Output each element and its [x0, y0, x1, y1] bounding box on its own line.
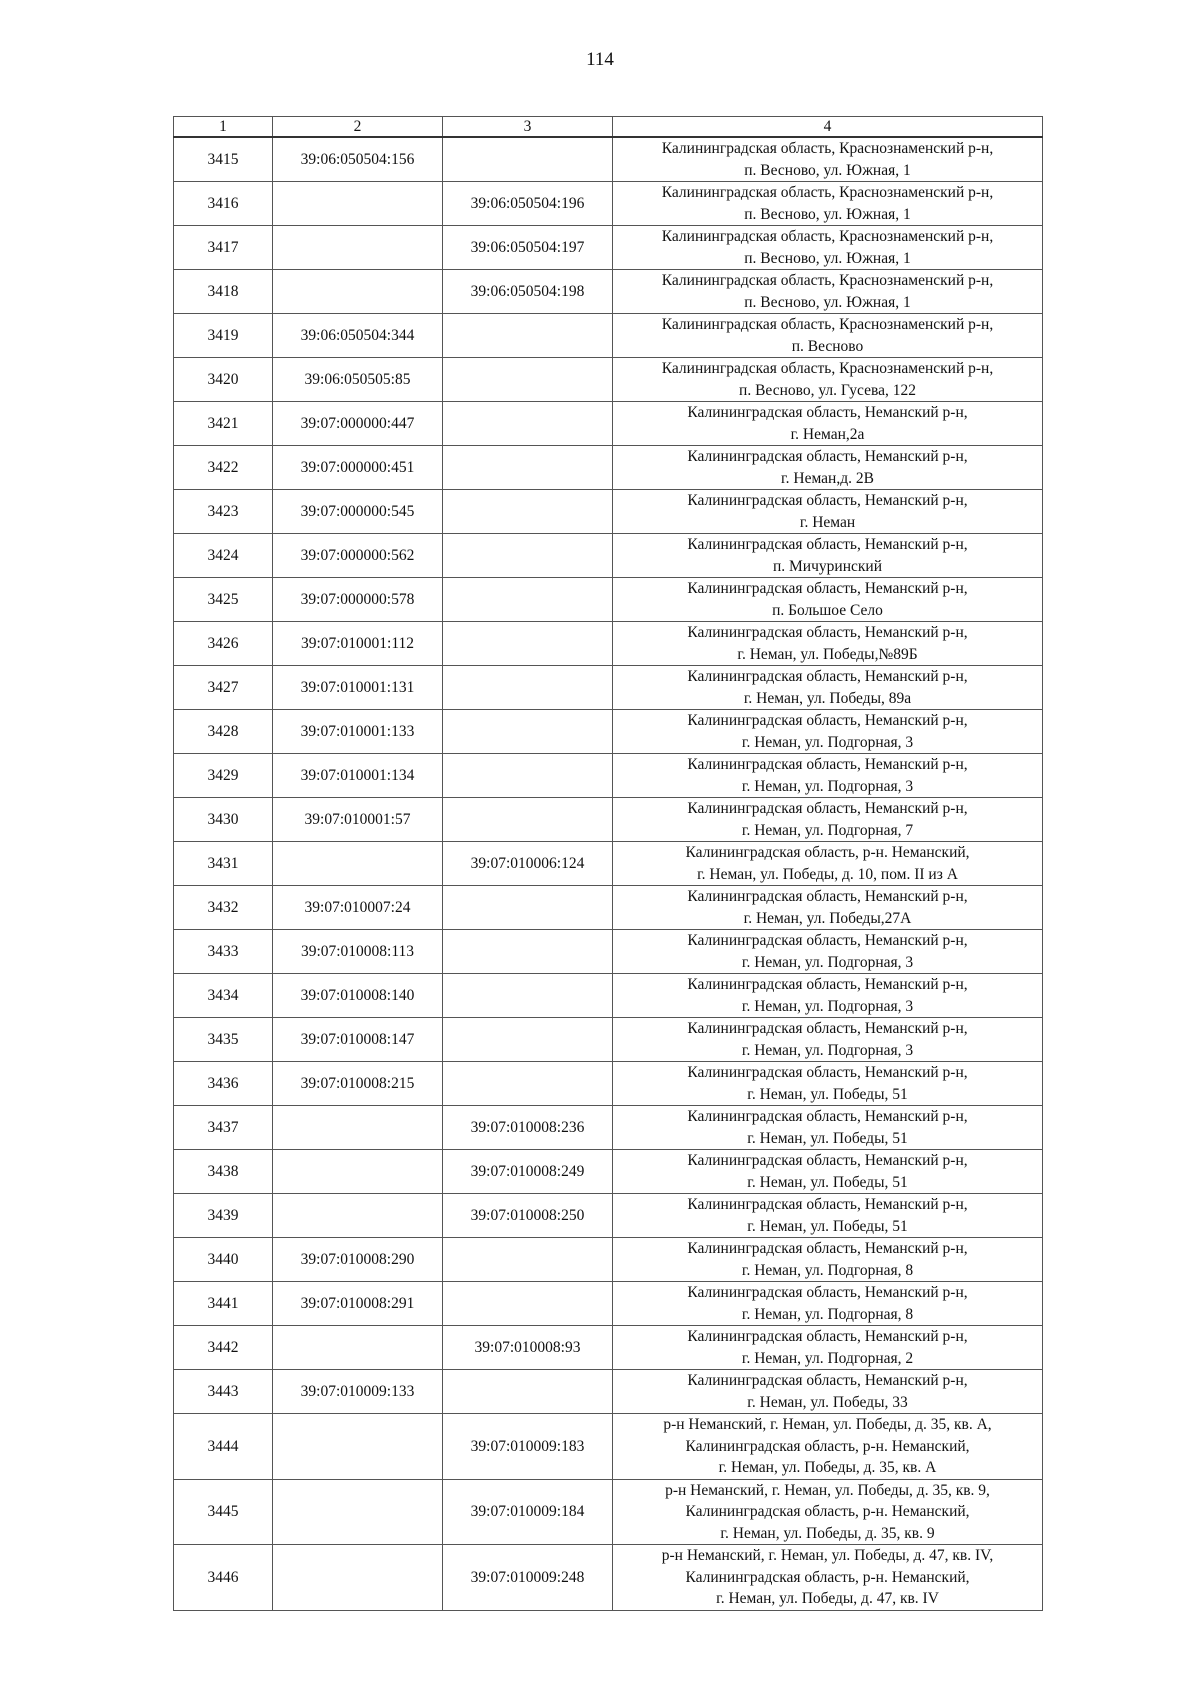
row-number-cell: 3422: [174, 446, 273, 490]
address-line: р-н Неманский, г. Неман, ул. Победы, д. 47, кв. IV,: [661, 1547, 994, 1564]
table-row: [174, 137, 1043, 182]
table-row: [174, 886, 1043, 930]
address-cell: [613, 842, 1043, 886]
cadastral-number-alt-cell: [443, 798, 613, 842]
address-line: Калининградская область, Неманский р-н,: [687, 536, 968, 553]
table-row: [174, 1062, 1043, 1106]
table-row: [174, 1018, 1043, 1062]
header-col-3: 3: [443, 117, 613, 138]
row-number-cell: 3445: [174, 1479, 273, 1545]
address-line: г. Неман, ул. Победы, 51: [747, 1129, 908, 1147]
row-number-cell: 3418: [174, 270, 273, 314]
address-line: р-н Неманский, г. Неман, ул. Победы, д. 35, кв. А,: [663, 1416, 992, 1433]
address-line: п. Весново, ул. Южная, 1: [744, 205, 911, 223]
address-cell: [613, 1062, 1043, 1106]
row-number-cell: 3437: [174, 1106, 273, 1150]
address-line: г. Неман, ул. Подгорная, 3: [741, 953, 914, 971]
address-line: г. Неман, ул. Подгорная, 3: [741, 1041, 914, 1059]
row-number-cell: 3417: [174, 226, 273, 270]
cadastral-number-cell: 39:07:010008:291: [273, 1282, 443, 1326]
cadastral-number-alt-cell: [443, 358, 613, 402]
address-line: г. Неман, ул. Подгорная, 3: [741, 733, 914, 751]
cadastral-number-cell: 39:07:010008:140: [273, 974, 443, 1018]
cadastral-number-alt-cell: [443, 666, 613, 710]
cadastral-number-cell: 39:07:000000:562: [273, 534, 443, 578]
cadastral-number-cell: 39:07:010007:24: [273, 886, 443, 930]
address-line: г. Неман, ул. Победы, 89а: [743, 689, 912, 707]
address-line: п. Весново, ул. Гусева, 122: [739, 381, 916, 399]
address-line: Калининградская область, Неманский р-н,: [687, 800, 968, 817]
cadastral-number-cell: 39:07:010001:57: [273, 798, 443, 842]
cadastral-number-cell: 39:07:000000:545: [273, 490, 443, 534]
address-cell: [613, 622, 1043, 666]
address-line: Калининградская область, Неманский р-н,: [687, 580, 968, 597]
address-line: г. Неман: [799, 513, 856, 531]
cadastral-number-cell: 39:07:010001:112: [273, 622, 443, 666]
address-line: г. Неман, ул. Подгорная, 3: [741, 997, 914, 1015]
address-cell: [613, 1479, 1043, 1545]
table-row: [174, 490, 1043, 534]
address-line: г. Неман,2а: [790, 425, 865, 443]
address-cell: [613, 314, 1043, 358]
row-number-cell: 3444: [174, 1414, 273, 1480]
cadastral-number-alt-cell: 39:07:010009:248: [443, 1545, 613, 1611]
address-line: г. Неман, ул. Победы, 51: [747, 1085, 908, 1103]
table-row: [174, 622, 1043, 666]
cadastral-number-alt-cell: [443, 1238, 613, 1282]
row-number-cell: 3427: [174, 666, 273, 710]
cadastral-number-alt-cell: 39:07:010008:93: [443, 1326, 613, 1370]
cadastral-number-cell: 39:07:000000:447: [273, 402, 443, 446]
row-number-cell: 3415: [174, 137, 273, 182]
row-number-cell: 3420: [174, 358, 273, 402]
address-cell: [613, 490, 1043, 534]
header-col-2: 2: [273, 117, 443, 138]
address-line: Калининградская область, Неманский р-н,: [687, 1020, 968, 1037]
address-line: Калининградская область, Неманский р-н,: [687, 1240, 968, 1257]
address-line: г. Неман, ул. Подгорная, 7: [741, 821, 914, 839]
table-row: [174, 1479, 1043, 1545]
address-line: Калининградская область, Краснознаменский р-н,: [661, 360, 994, 377]
cadastral-number-cell: 39:07:010009:133: [273, 1370, 443, 1414]
address-line: Калининградская область, р-н. Неманский,: [685, 1437, 970, 1455]
cadastral-number-cell: [273, 1479, 443, 1545]
address-cell: [613, 930, 1043, 974]
row-number-cell: 3416: [174, 182, 273, 226]
cadastral-number-alt-cell: [443, 578, 613, 622]
row-number-cell: 3439: [174, 1194, 273, 1238]
address-cell: [613, 1370, 1043, 1414]
address-line: п. Мичуринский: [772, 557, 882, 575]
header-col-1: 1: [174, 117, 273, 138]
row-number-cell: 3419: [174, 314, 273, 358]
cadastral-number-cell: 39:07:010001:134: [273, 754, 443, 798]
address-line: Калининградская область, Неманский р-н,: [687, 1108, 968, 1125]
header-col-4: 4: [613, 117, 1043, 138]
cadastral-number-cell: [273, 842, 443, 886]
address-cell: [613, 1194, 1043, 1238]
address-cell: [613, 710, 1043, 754]
address-line: г. Неман, ул. Победы, д. 35, кв. А: [718, 1459, 937, 1476]
address-line: Калининградская область, Неманский р-н,: [687, 712, 968, 729]
row-number-cell: 3436: [174, 1062, 273, 1106]
address-line: г. Неман, ул. Победы, д. 47, кв. IV: [716, 1590, 939, 1607]
table-row: [174, 1326, 1043, 1370]
table-row: [174, 402, 1043, 446]
address-line: Калининградская область, Неманский р-н,: [687, 1152, 968, 1169]
cadastral-number-cell: [273, 1150, 443, 1194]
table-row: [174, 1238, 1043, 1282]
address-line: Калининградская область, Неманский р-н,: [687, 932, 968, 949]
table-row: [174, 1194, 1043, 1238]
table-row: [174, 358, 1043, 402]
cadastral-number-cell: 39:07:010008:215: [273, 1062, 443, 1106]
cadastral-number-alt-cell: [443, 754, 613, 798]
cadastral-number-alt-cell: 39:06:050504:196: [443, 182, 613, 226]
address-line: п. Большое Село: [772, 601, 883, 619]
cadastral-number-alt-cell: [443, 930, 613, 974]
table-row: [174, 666, 1043, 710]
row-number-cell: 3425: [174, 578, 273, 622]
table-row: [174, 1370, 1043, 1414]
cadastral-number-alt-cell: [443, 446, 613, 490]
address-line: Калининградская область, Неманский р-н,: [687, 756, 968, 773]
address-line: п. Весново: [791, 337, 864, 355]
cadastral-number-alt-cell: 39:07:010008:250: [443, 1194, 613, 1238]
table-row: [174, 1282, 1043, 1326]
address-cell: [613, 1150, 1043, 1194]
cadastral-number-cell: 39:06:050504:156: [273, 137, 443, 182]
address-line: Калининградская область, р-н. Неманский,: [685, 844, 970, 861]
row-number-cell: 3426: [174, 622, 273, 666]
cadastral-number-cell: [273, 1194, 443, 1238]
cadastral-number-cell: 39:06:050505:85: [273, 358, 443, 402]
row-number-cell: 3421: [174, 402, 273, 446]
row-number-cell: 3446: [174, 1545, 273, 1611]
table-row: [174, 314, 1043, 358]
address-line: г. Неман, ул. Подгорная, 8: [741, 1305, 914, 1323]
table-row: [174, 930, 1043, 974]
address-cell: [613, 798, 1043, 842]
address-line: Калининградская область, Неманский р-н,: [687, 1328, 968, 1345]
address-cell: [613, 137, 1043, 182]
row-number-cell: 3434: [174, 974, 273, 1018]
address-cell: [613, 754, 1043, 798]
cadastral-number-cell: 39:07:010008:113: [273, 930, 443, 974]
row-number-cell: 3429: [174, 754, 273, 798]
header-row: [174, 117, 1043, 138]
cadastral-number-alt-cell: [443, 402, 613, 446]
address-line: Калининградская область, р-н. Неманский,: [685, 1503, 970, 1520]
address-line: Калининградская область, Краснознаменский р-н,: [661, 228, 994, 245]
address-cell: [613, 1545, 1043, 1611]
table-row: [174, 710, 1043, 754]
address-line: п. Весново, ул. Южная, 1: [744, 293, 911, 311]
address-line: Калининградская область, р-н. Неманский,: [685, 1568, 970, 1586]
cadastral-number-cell: [273, 270, 443, 314]
address-line: Калининградская область, Неманский р-н,: [687, 888, 968, 905]
row-number-cell: 3424: [174, 534, 273, 578]
cadastral-number-alt-cell: [443, 534, 613, 578]
table-row: [174, 1414, 1043, 1480]
cadastral-number-cell: 39:06:050504:344: [273, 314, 443, 358]
cadastral-number-alt-cell: 39:07:010009:183: [443, 1414, 613, 1480]
address-cell: [613, 358, 1043, 402]
page-number: 114: [586, 49, 614, 70]
table-row: [174, 1150, 1043, 1194]
cadastral-number-alt-cell: [443, 710, 613, 754]
address-cell: [613, 1326, 1043, 1370]
address-line: г. Неман, ул. Подгорная, 8: [741, 1261, 914, 1279]
address-line: р-н Неманский, г. Неман, ул. Победы, д. 35, кв. 9,: [665, 1481, 990, 1499]
table-row: [174, 182, 1043, 226]
address-line: г. Неман, ул. Победы,27А: [743, 909, 912, 927]
address-cell: [613, 1282, 1043, 1326]
address-line: г. Неман, ул. Победы, д. 35, кв. 9: [720, 1524, 935, 1542]
table-row: [174, 226, 1043, 270]
address-line: Калининградская область, Неманский р-н,: [687, 1196, 968, 1213]
address-line: Калининградская область, Неманский р-н,: [687, 624, 968, 641]
table-row: [174, 1545, 1043, 1611]
table-header: [174, 117, 1043, 138]
table-row: [174, 446, 1043, 490]
address-cell: [613, 974, 1043, 1018]
address-line: Калининградская область, Неманский р-н,: [687, 492, 968, 509]
cadastral-number-alt-cell: [443, 137, 613, 182]
cadastral-number-cell: 39:07:010008:290: [273, 1238, 443, 1282]
cadastral-number-cell: [273, 1414, 443, 1480]
cadastral-number-alt-cell: [443, 1018, 613, 1062]
cadastral-number-cell: 39:07:010001:133: [273, 710, 443, 754]
cadastral-number-cell: [273, 1545, 443, 1611]
row-number-cell: 3443: [174, 1370, 273, 1414]
cadastral-number-alt-cell: [443, 1370, 613, 1414]
cadastral-number-alt-cell: 39:07:010006:124: [443, 842, 613, 886]
address-line: г. Неман, ул. Подгорная, 2: [741, 1349, 914, 1367]
address-cell: [613, 226, 1043, 270]
address-line: Калининградская область, Неманский р-н,: [687, 1372, 968, 1389]
address-line: Калининградская область, Краснознаменский р-н,: [661, 140, 994, 157]
address-line: Калининградская область, Неманский р-н,: [687, 1284, 968, 1301]
cadastral-number-alt-cell: 39:07:010009:184: [443, 1479, 613, 1545]
cadastral-number-alt-cell: [443, 622, 613, 666]
row-number-cell: 3432: [174, 886, 273, 930]
table-row: [174, 1106, 1043, 1150]
address-line: Калининградская область, Неманский р-н,: [687, 976, 968, 993]
cadastral-number-alt-cell: [443, 1062, 613, 1106]
cadastral-number-alt-cell: [443, 1282, 613, 1326]
cadastral-number-cell: 39:07:000000:578: [273, 578, 443, 622]
address-line: Калининградская область, Краснознаменский р-н,: [661, 272, 994, 289]
address-cell: [613, 886, 1043, 930]
row-number-cell: 3438: [174, 1150, 273, 1194]
address-cell: [613, 402, 1043, 446]
row-number-cell: 3441: [174, 1282, 273, 1326]
cadastral-number-cell: [273, 1326, 443, 1370]
table-row: [174, 842, 1043, 886]
row-number-cell: 3423: [174, 490, 273, 534]
cadastral-number-cell: [273, 182, 443, 226]
address-line: Калининградская область, Неманский р-н,: [687, 448, 968, 465]
address-cell: [613, 1018, 1043, 1062]
address-cell: [613, 534, 1043, 578]
address-line: п. Весново, ул. Южная, 1: [744, 249, 911, 267]
cadastral-number-alt-cell: 39:06:050504:197: [443, 226, 613, 270]
cadastral-number-cell: 39:07:000000:451: [273, 446, 443, 490]
table-row: [174, 798, 1043, 842]
address-line: г. Неман, ул. Подгорная, 3: [741, 777, 914, 795]
cadastral-number-alt-cell: 39:07:010008:236: [443, 1106, 613, 1150]
registry-table: [173, 116, 1043, 1611]
row-number-cell: 3435: [174, 1018, 273, 1062]
cadastral-number-cell: [273, 1106, 443, 1150]
cadastral-number-alt-cell: [443, 314, 613, 358]
row-number-cell: 3440: [174, 1238, 273, 1282]
cadastral-number-alt-cell: [443, 886, 613, 930]
address-line: г. Неман, ул. Победы, 33: [747, 1393, 908, 1411]
cadastral-number-alt-cell: [443, 974, 613, 1018]
address-cell: [613, 182, 1043, 226]
row-number-cell: 3430: [174, 798, 273, 842]
table-body: [174, 137, 1043, 1610]
address-line: г. Неман, ул. Победы, д. 10, пом. II из А: [697, 865, 958, 883]
address-line: г. Неман, ул. Победы,№89Б: [737, 645, 918, 663]
row-number-cell: 3428: [174, 710, 273, 754]
table-row: [174, 534, 1043, 578]
table-row: [174, 270, 1043, 314]
cadastral-number-alt-cell: [443, 490, 613, 534]
address-line: Калининградская область, Неманский р-н,: [687, 404, 968, 421]
cadastral-number-alt-cell: 39:06:050504:198: [443, 270, 613, 314]
row-number-cell: 3433: [174, 930, 273, 974]
address-cell: [613, 578, 1043, 622]
row-number-cell: 3442: [174, 1326, 273, 1370]
address-cell: [613, 1238, 1043, 1282]
address-line: Калининградская область, Краснознаменский р-н,: [661, 184, 994, 201]
address-cell: [613, 270, 1043, 314]
address-cell: [613, 666, 1043, 710]
address-line: Калининградская область, Краснознаменский р-н,: [661, 316, 994, 333]
address-line: Калининградская область, Неманский р-н,: [687, 668, 968, 685]
cadastral-number-cell: 39:07:010001:131: [273, 666, 443, 710]
address-cell: [613, 446, 1043, 490]
cadastral-number-cell: [273, 226, 443, 270]
table-row: [174, 754, 1043, 798]
table-row: [174, 578, 1043, 622]
address-line: г. Неман,д. 2В: [781, 469, 874, 487]
cadastral-number-cell: 39:07:010008:147: [273, 1018, 443, 1062]
address-line: Калининградская область, Неманский р-н,: [687, 1064, 968, 1081]
address-cell: [613, 1106, 1043, 1150]
cadastral-number-alt-cell: 39:07:010008:249: [443, 1150, 613, 1194]
address-line: п. Весново, ул. Южная, 1: [744, 161, 911, 179]
row-number-cell: 3431: [174, 842, 273, 886]
address-cell: [613, 1414, 1043, 1480]
address-line: г. Неман, ул. Победы, 51: [747, 1217, 908, 1235]
table-row: [174, 974, 1043, 1018]
address-line: г. Неман, ул. Победы, 51: [747, 1173, 908, 1191]
